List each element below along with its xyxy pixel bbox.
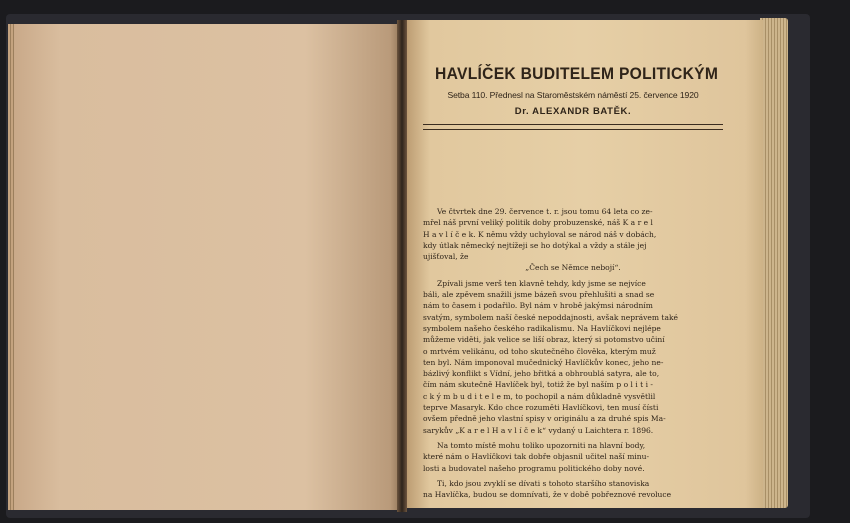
body-line: čím nám skutečně Havlíček byl, totiž že byl naším p o l i t i - [423,380,653,390]
body-line: symbolem našeho českého radikalismu. Na Havlíčkovi nejlépe [423,323,661,333]
body-line: svatým, symbolem naší české nepoddajnosti, avšak neprávem také [423,312,678,322]
body-line: o mrtvém velikánu, od toho skutečného člověka, kterým muž [423,346,656,356]
body-line: sarykův „K a r e l H a v l í č e k“ vydaný u Laichtera r. 1896. [423,425,654,435]
right-page-edges [760,18,788,508]
body-line: nám to časem i podařilo. Byl nám v hrobě jakýmsi národním [423,301,653,311]
quote-line: „Čech se Němce nebojí“. [525,263,621,273]
article-body [423,206,723,500]
body-line: bázlivý konflikt s Vídní, jeho břitká a obhroublá satyra, ale to, [423,369,660,379]
article-author: Dr. ALEXANDR BATĚK. [514,106,632,117]
body-line: ujišťoval, že [423,252,469,262]
body-line: které nám o Havlíčkovi tak dobře objasnil učitel naší minu- [423,452,650,462]
article-subtitle: Setba 110. Přednesl na Staroměstském náměstí 25. července 1920 [447,90,699,100]
body-line: ovšem předně jeho vlastní spisy v originálu a za druhé spis Ma- [423,414,666,424]
title-rule [423,124,723,130]
body-line: H a v l í č e k. K němu vždy uchyloval se národ náš v dobách, [423,229,657,239]
body-line: Ti, kdo jsou zvyklí se dívati s tohoto staršího stanoviska [437,478,650,488]
body-line: c k ý m b u d i t e l e m, to pochopil a nám důkladně vysvětlil [423,391,656,401]
left-page-blank [14,24,402,510]
body-line: mřel náš první veliký politik doby probuzenské, náš K a r e l [423,218,653,228]
body-line: na Havlíčka, budou se domnívati, že v době pobřeznové revoluce [423,490,672,500]
body-line: můžeme viděti, jak velice se liší obraz, který si potomstvo učiní [423,335,665,345]
body-line: Zpívali jsme verš ten klavně tehdy, kdy jsme se nejvíce [437,278,646,288]
article-title: HAVLÍČEK BUDITELEM POLITICKÝM [435,64,719,83]
body-line: Na tomto místě mohu toliko upozorniti na hlavní body, [437,440,646,450]
body-line: báli, ale zpěvem snažili jsme bázeň svou přehlušiti a snad se [423,290,655,300]
right-page [405,20,763,508]
book-gutter [397,20,407,512]
body-line: Ve čtvrtek dne 29. července t. r. jsou tomu 64 leta co ze- [437,207,653,216]
body-line: ten byl. Nám imponoval mučednický Havlíčkův konec, jeho ne- [423,357,664,367]
body-line: teprve Masaryk. Kdo chce rozuměti Havlíčkovi, ten musí čísti [423,403,659,413]
body-line: kdy útlak německý nejtížeji se ho dotýkal a vždy a stále jej [423,240,647,250]
body-line: losti a budovatel našeho programu politického doby nové. [423,463,645,473]
